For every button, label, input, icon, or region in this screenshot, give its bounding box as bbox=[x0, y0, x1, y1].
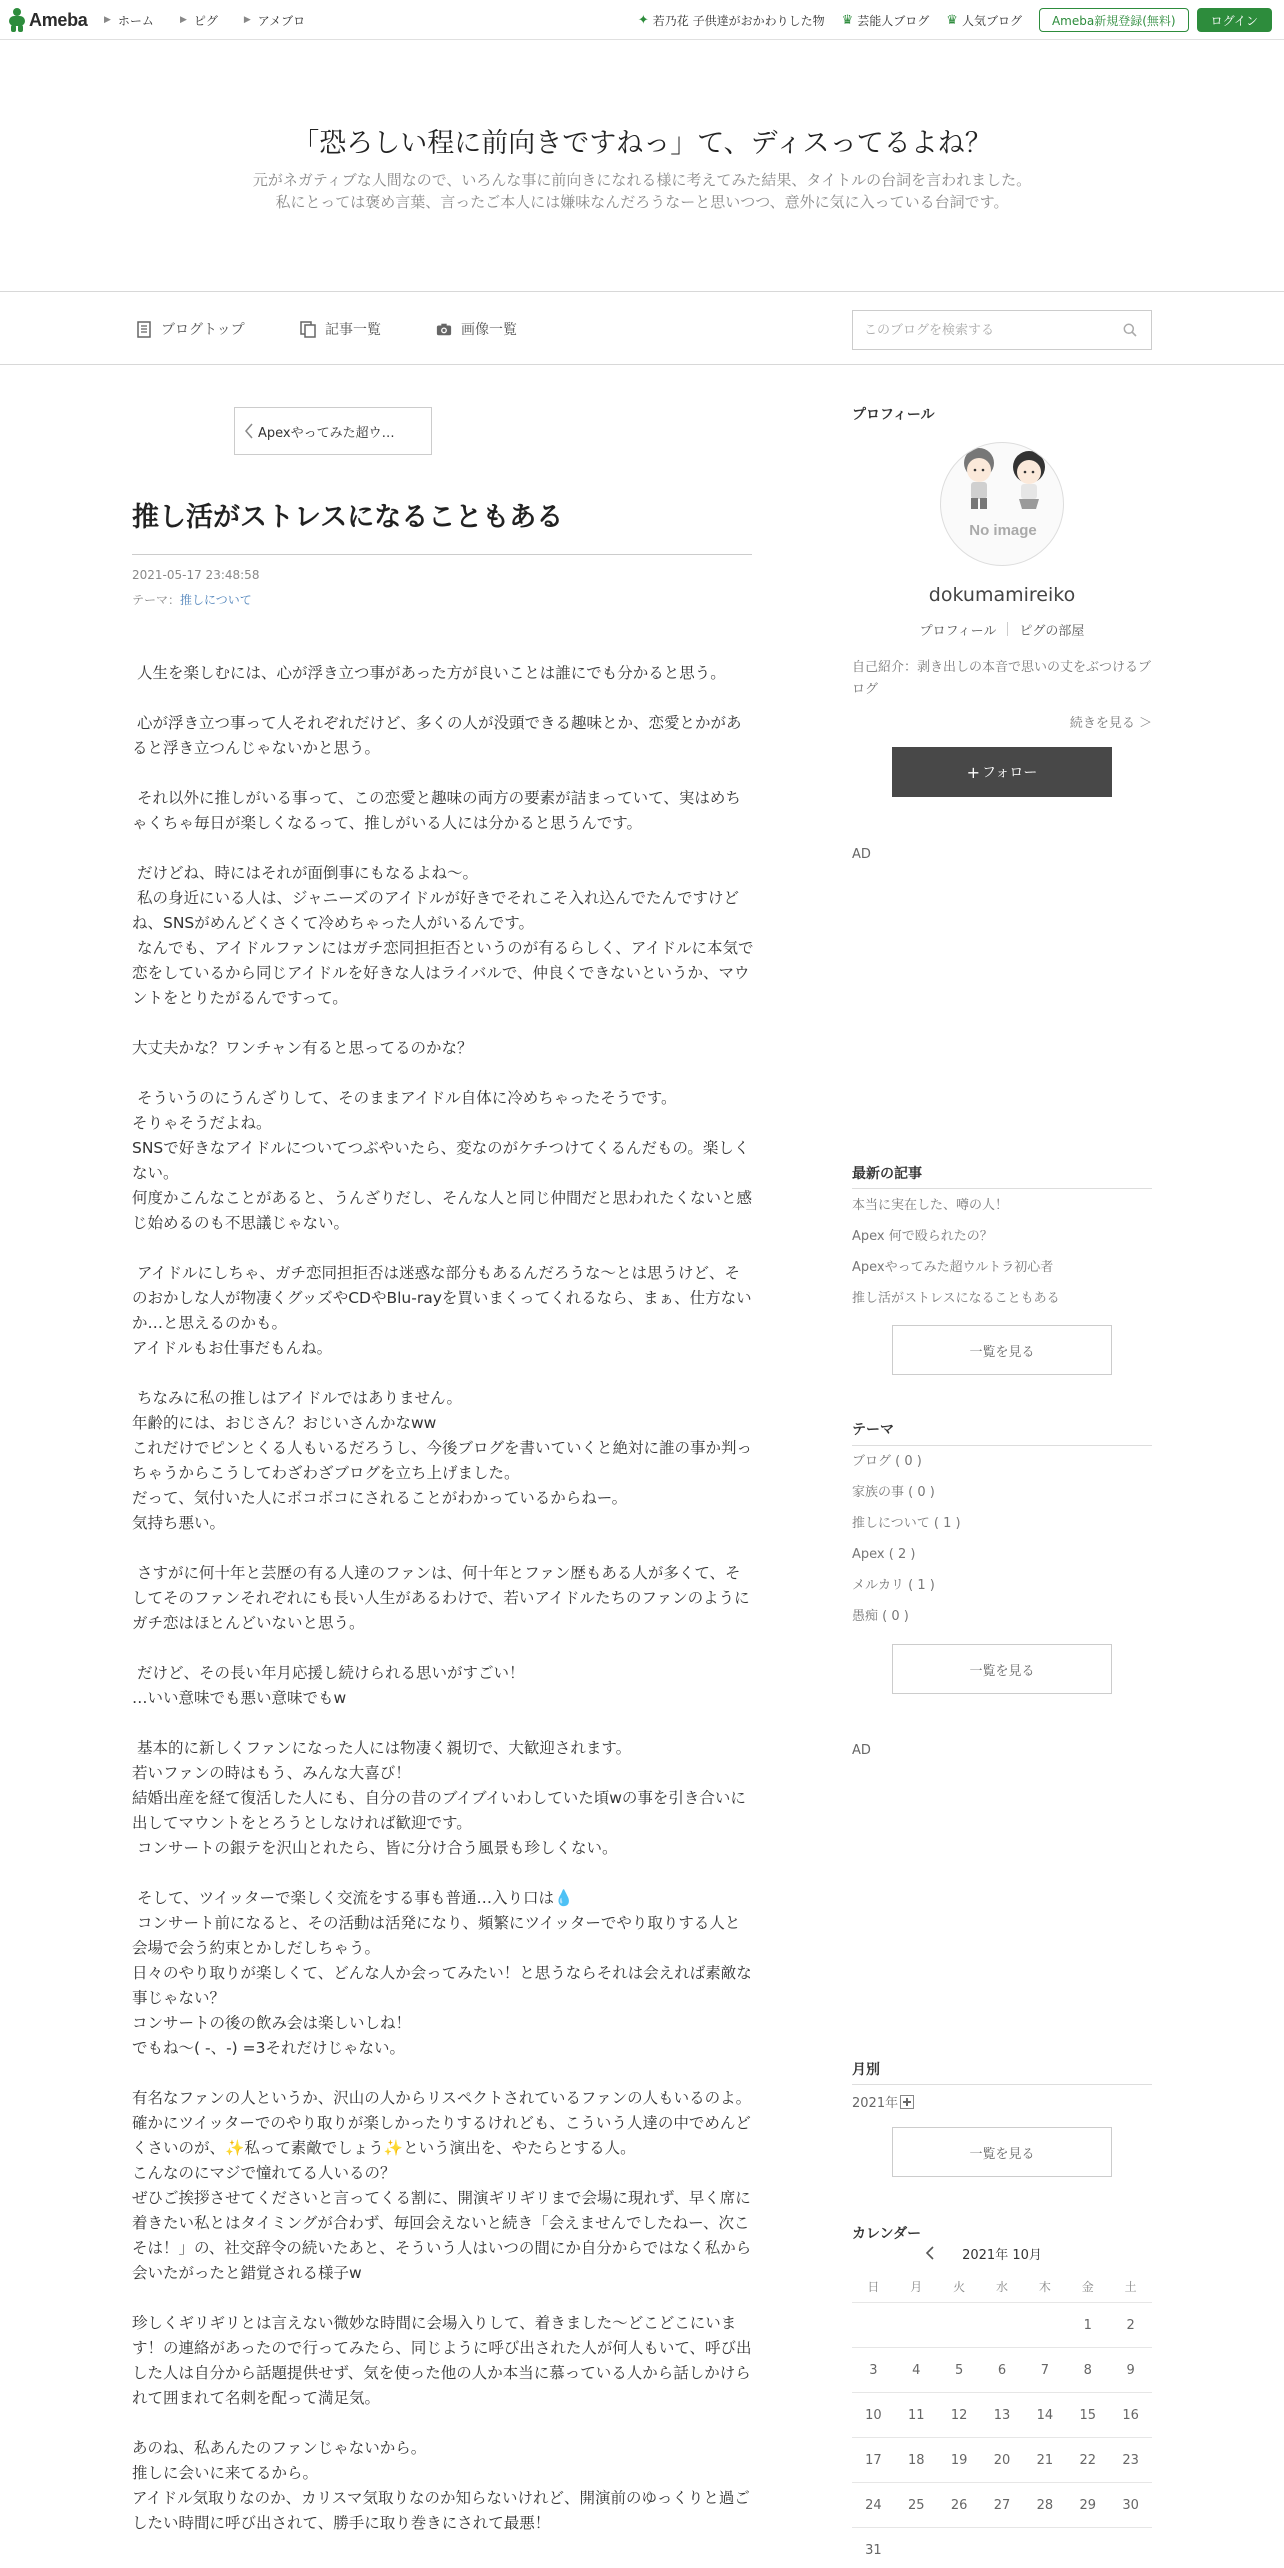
celebrity-blog-link[interactable] bbox=[842, 12, 930, 29]
profile-links bbox=[852, 620, 1152, 639]
calendar-day[interactable]: 8 bbox=[1083, 2362, 1092, 2378]
calendar-month-label: 2021年 10月 bbox=[962, 2248, 1042, 2263]
month-year-label: 2021年 bbox=[852, 2096, 899, 2111]
theme-heading: テーマ bbox=[852, 1422, 894, 1438]
pigg-room-link[interactable]: ピグの部屋 bbox=[1019, 624, 1085, 639]
nav-article-list[interactable] bbox=[300, 319, 381, 339]
calendar-day[interactable]: 31 bbox=[865, 2542, 882, 2558]
article-paragraph: 大丈夫かな？ワンチャン有ると思ってるのかな？ bbox=[132, 1039, 473, 1057]
nav-home[interactable] bbox=[104, 12, 154, 29]
nav-label: 記事一覧 bbox=[325, 322, 381, 338]
profile-username[interactable]: dokumamireiko bbox=[928, 584, 1076, 606]
crown-icon: ♛ bbox=[841, 12, 854, 28]
divider bbox=[1007, 622, 1008, 636]
calendar-day[interactable]: 12 bbox=[950, 2407, 968, 2423]
theme-item[interactable]: ブログ ( 0 ) bbox=[852, 1454, 922, 1469]
calendar-week-row bbox=[852, 2303, 1152, 2348]
article-paragraph: だけどね、時にはそれが面倒事にもなるよね〜。 私の身近にいる人は、ジャニーズのアイドルが好きでそれこそ入れ込んでたんですけどね、SNSがめんどくさくて冷めちゃった人がいるんです。 なんでも、アイドルファンにはガチ恋同担拒否というのが有るらしく、アイドルに本気で恋をしているから同じアイドルを好きな人はライバルで、仲良くできないというか、マウントをとりたがるんですって。 bbox=[132, 864, 754, 1007]
calendar-day[interactable]: 1 bbox=[1083, 2317, 1092, 2333]
calendar-day bbox=[1023, 2528, 1066, 2568]
theme-item[interactable]: 推しについて ( 1 ) bbox=[852, 1516, 961, 1531]
blog-header bbox=[0, 40, 1284, 292]
sparkle-icon: ✦ bbox=[637, 12, 649, 28]
calendar-day bbox=[938, 2528, 981, 2568]
article-body bbox=[132, 661, 754, 2536]
crown-icon: ♛ bbox=[946, 12, 958, 28]
chevron-right-icon: ▶ bbox=[104, 15, 111, 25]
search-input[interactable] bbox=[853, 311, 1103, 349]
calendar-day bbox=[1066, 2528, 1109, 2568]
calendar-day[interactable]: 9 bbox=[1126, 2362, 1135, 2378]
article-paragraph: そういうのにうんざりして、そのままアイドル自体に冷めちゃったそうです。 そりゃそうだよね。 SNSで好きなアイドルについてつぶやいたら、変なのがケチつけてくるんだもの。楽しくない。 何度かこんなことがあると、うんざりだし、そんな人と同じ仲間だと思われたくないと感じ始めるのも不思議じゃない。 bbox=[132, 1089, 753, 1232]
calendar-weekday: 月 bbox=[910, 2279, 923, 2294]
calendar-day[interactable]: 23 bbox=[1122, 2452, 1139, 2468]
popular-blog-link[interactable] bbox=[946, 12, 1022, 29]
theme-prefix: テーマ： bbox=[132, 593, 181, 607]
calendar-heading: カレンダー bbox=[852, 2226, 922, 2242]
calendar-day bbox=[1109, 2528, 1152, 2568]
calendar-day[interactable]: 6 bbox=[997, 2362, 1007, 2378]
article-paragraph: 有名なファンの人というか、沢山の人からリスペクトされているファンの人もいるのよ。 確かにツイッターでのやり取りが楽しかったりするけれども、こういう人達の中でめんどくさいのが、✨私って素敵でしょう✨という演出を、やたらとする人。 こんなのにマジで憧れてる人いるの？ ぜひご挨拶させてくださいと言ってくる割に、開演ギリギリまで会場に現れず、早く席に着きたい私とはタイミングが合わず、毎回会えないと続き「会えませんでしたねー、次こそは！」の、社交辞令の続いたあと、そういう人はいつの間にか自分からではなく私から会いたがったと錯覚される様子w bbox=[132, 2089, 752, 2282]
nav-label: 画像一覧 bbox=[461, 322, 517, 338]
profile-intro: 自己紹介：剥き出しの本音で思いの丈をぶつけるブログ bbox=[852, 660, 1152, 697]
calendar-day bbox=[981, 2303, 1024, 2347]
calendar-month-header bbox=[852, 2244, 1152, 2263]
nav-ameblo[interactable] bbox=[244, 12, 305, 29]
calendar-day[interactable]: 5 bbox=[955, 2362, 964, 2378]
search-icon[interactable] bbox=[1123, 323, 1137, 337]
login-button[interactable]: ログイン bbox=[1197, 8, 1272, 32]
description-line: 私にとっては褒め言葉、言ったご本人には嫌味なんだろうなーと思いつつ、意外に気に入っている台詞です。 bbox=[275, 193, 1009, 211]
recent-see-all-button[interactable]: 一覧を見る bbox=[892, 1325, 1112, 1375]
nav-label: ホーム bbox=[117, 13, 154, 28]
calendar-day bbox=[938, 2303, 981, 2347]
nav-blog-top[interactable] bbox=[136, 319, 245, 339]
chevron-right-icon: ▶ bbox=[243, 15, 251, 25]
follow-label: フォロー bbox=[982, 765, 1038, 781]
prev-article-label: Apexやってみた超ウ… bbox=[258, 425, 395, 441]
nav-label: ピグ bbox=[193, 13, 218, 28]
calendar-day[interactable]: 22 bbox=[1079, 2452, 1096, 2468]
calendar-day[interactable]: 27 bbox=[993, 2497, 1011, 2513]
calendar-weekday: 日 bbox=[867, 2279, 880, 2294]
ameba-logo[interactable] bbox=[8, 7, 88, 33]
theme-item[interactable]: 愚痴 ( 0 ) bbox=[852, 1609, 909, 1624]
calendar-day bbox=[895, 2528, 938, 2568]
recent-item[interactable]: 本当に実在した、噂の人！ bbox=[852, 1198, 1009, 1213]
calendar-day bbox=[852, 2303, 895, 2347]
article-paragraph: 人生を楽しむには、心が浮き立つ事があった方が良いことは誰にでも分かると思う。 bbox=[132, 664, 726, 682]
calendar-day[interactable]: 17 bbox=[865, 2452, 882, 2468]
global-nav bbox=[104, 0, 331, 40]
theme-item[interactable]: Apex ( 2 ) bbox=[852, 1547, 916, 1562]
calendar-day[interactable]: 7 bbox=[1040, 2362, 1049, 2378]
article-paragraph: さすがに何十年と芸歴の有る人達のファンは、何十年とファン歴もある人が多くて、そしてそのファンそれぞれにも長い人生があるわけで、若いアイドルたちのファンのようにガチ恋はほとんどいないと思う。 bbox=[132, 1564, 750, 1632]
recent-list bbox=[852, 1190, 1152, 1314]
article-paragraph: だけど、その長い年月応援し続けられる思いがすごい！ …いい意味でも悪い意味でもw bbox=[132, 1664, 525, 1707]
calendar-week-row bbox=[852, 2438, 1152, 2483]
link-label: 人気ブログ bbox=[961, 13, 1022, 28]
calendar-week-row bbox=[852, 2348, 1152, 2393]
theme-link[interactable]: 推しについて bbox=[180, 593, 252, 607]
theme-item[interactable]: 家族の事 ( 0 ) bbox=[852, 1485, 935, 1500]
document-icon bbox=[136, 320, 152, 338]
calendar-day[interactable]: 3 bbox=[869, 2362, 878, 2378]
calendar-day[interactable]: 30 bbox=[1122, 2497, 1139, 2513]
recent-item[interactable]: 推し活がストレスになることもある bbox=[852, 1291, 1060, 1306]
calendar-weekday: 火 bbox=[953, 2279, 966, 2294]
monthly-see-all-button[interactable]: 一覧を見る bbox=[892, 2127, 1112, 2177]
calendar-day[interactable]: 10 bbox=[865, 2407, 882, 2423]
calendar-day[interactable]: 19 bbox=[950, 2452, 968, 2468]
calendar-day bbox=[1023, 2303, 1066, 2347]
chevron-left-icon[interactable] bbox=[925, 2245, 935, 2261]
article-paragraph: ちなみに私の推しはアイドルではありません。 年齢的には、おじさん？おじいさんかなww これだけでピンとくる人もいるだろうし、今後ブログを書いていくと絶対に誰の事か判っちゃうからこうしてわざわざブログを立ち上げました。 だって、気付いた人にボコボコにされることがわかっているからねー。 気持ち悪い。 bbox=[132, 1389, 753, 1532]
month-archive-2021[interactable] bbox=[852, 2092, 914, 2111]
theme-item[interactable]: メルカリ ( 1 ) bbox=[852, 1578, 935, 1593]
calendar-day bbox=[981, 2528, 1024, 2568]
nav-label: アメブロ bbox=[257, 13, 306, 28]
calendar-week-row bbox=[852, 2393, 1152, 2438]
theme-list bbox=[852, 1446, 1152, 1632]
recent-item[interactable]: Apexやってみた超ウルトラ初心者 bbox=[852, 1260, 1054, 1275]
article-paragraph: それ以外に推しがいる事って、この恋愛と趣味の両方の要素が詰まっていて、実はめちゃくちゃ毎日が楽しくなるって、推しがいる人には分かると思うんです。 bbox=[132, 789, 741, 832]
calendar-grid bbox=[852, 2270, 1152, 2568]
chevron-right-icon: ▶ bbox=[179, 15, 187, 25]
chevron-left-icon bbox=[244, 423, 254, 439]
calendar-weekday: 金 bbox=[1081, 2279, 1094, 2294]
plus-icon: + bbox=[966, 762, 981, 782]
trend-link[interactable] bbox=[638, 12, 825, 29]
copy-icon bbox=[300, 320, 316, 338]
blog-nav bbox=[0, 293, 1284, 365]
follow-button[interactable] bbox=[892, 747, 1112, 797]
avatar[interactable] bbox=[940, 442, 1064, 566]
profile-heading: プロフィール bbox=[852, 407, 935, 423]
article-paragraph: 珍しくギリギリとは言えない微妙な時間に会場入りして、着きました～どこどこにいます！の連絡があったので行ってみたら、同じように呼び出された人が何人もいて、呼び出した人は自分から話題提供せず、気を使った他の人か本当に慕っている人から話しかけられて囲まれて名刺を配って満足気。 bbox=[132, 2314, 752, 2407]
article-paragraph: 心が浮き立つ事って人それぞれだけど、多くの人が没頭できる趣味とか、恋愛とかがあると浮き立つんじゃないかと思う。 bbox=[132, 714, 742, 757]
no-image-avatar-icon bbox=[941, 443, 1064, 566]
theme-see-all-button[interactable]: 一覧を見る bbox=[892, 1644, 1112, 1694]
calendar-day[interactable]: 16 bbox=[1122, 2407, 1139, 2423]
divider bbox=[852, 2084, 1152, 2085]
description-line: 元がネガティブな人間なので、いろんな事に前向きになれる様に考えてみた結果、タイトルの台詞を言われました。 bbox=[252, 171, 1032, 189]
read-more-link[interactable]: 続きを見る ＞ bbox=[1069, 716, 1152, 731]
calendar-day[interactable]: 2 bbox=[1126, 2317, 1135, 2333]
calendar-day[interactable]: 29 bbox=[1079, 2497, 1096, 2513]
monthly-heading: 月別 bbox=[852, 2062, 880, 2078]
blog-description bbox=[0, 169, 1284, 213]
article-theme bbox=[132, 591, 252, 608]
prev-article-button[interactable] bbox=[234, 407, 432, 455]
ameba-logo-icon bbox=[8, 8, 26, 32]
article-paragraph: あのね、私あんたのファンじゃないから。 推しに会いに来てるから。 アイドル気取りなのか、カリスマ気取りなのか知らないけれど、開演前のゆっくりと過ごしたい時間に呼び出されて、勝手に取り巻きにされて最悪！ bbox=[132, 2439, 750, 2532]
article-date: 2021-05-17 23:48:58 bbox=[132, 568, 260, 582]
ad-label: AD bbox=[852, 847, 871, 862]
expand-plus-icon[interactable] bbox=[900, 2095, 914, 2109]
divider bbox=[852, 1188, 1152, 1189]
calendar-weekday: 土 bbox=[1124, 2279, 1137, 2294]
link-label: 芸能人ブログ bbox=[857, 13, 930, 28]
article-paragraph: そして、ツイッターで楽しく交流をする事も普通…入り口は💧 コンサート前になると、その活動は活発になり、頻繁にツイッターでやり取りする人と会場で会う約束とかしだしちゃう。 日々のやり取りが楽しくて、どんな人か会ってみたい！と思うならそれは会えれば素敵な事じゃない？ コンサートの後の飲み会は楽しいしね！ でもね〜( -、-) =3それだけじゃない。 bbox=[132, 1889, 752, 2057]
article-title[interactable]: 推し活がストレスになることもある bbox=[132, 495, 752, 555]
calendar-day[interactable]: 26 bbox=[950, 2497, 968, 2513]
nav-pigg[interactable] bbox=[180, 12, 218, 29]
blog-title[interactable]: 「恐ろしい程に前向きですねっ」て、ディスってるよね？ bbox=[292, 128, 992, 159]
calendar-weekday: 水 bbox=[996, 2279, 1009, 2294]
ad-label: AD bbox=[852, 1743, 871, 1758]
svg-text:No image: No image bbox=[969, 522, 1037, 539]
recent-heading: 最新の記事 bbox=[852, 1166, 922, 1182]
calendar-day[interactable]: 25 bbox=[908, 2497, 925, 2513]
calendar-week-row bbox=[852, 2483, 1152, 2528]
calendar-day[interactable]: 14 bbox=[1036, 2407, 1054, 2423]
calendar-day[interactable]: 24 bbox=[865, 2497, 882, 2513]
profile-link[interactable]: プロフィール bbox=[919, 624, 997, 639]
header-actions bbox=[638, 0, 1272, 40]
calendar-day[interactable]: 20 bbox=[993, 2452, 1011, 2468]
article-paragraph: 基本的に新しくファンになった人には物凄く親切で、大歓迎されます。 若いファンの時はもう、みんな大喜び！ 結婚出産を経て復活した人にも、自分の昔のブイブイいわしていた頃wの事を引き合いに出してマウントをとろうとしなければ歓迎です。 コンサートの銀テを沢山とれたら、皆に分け合う風景も珍しくない。 bbox=[132, 1739, 746, 1857]
calendar-day[interactable]: 13 bbox=[993, 2407, 1011, 2423]
calendar-day bbox=[895, 2303, 938, 2347]
blog-search bbox=[852, 310, 1152, 350]
register-button[interactable]: Ameba新規登録(無料) bbox=[1039, 8, 1189, 32]
calendar-day[interactable]: 21 bbox=[1036, 2452, 1054, 2468]
link-label: 若乃花 子供達がおかわりした物 bbox=[652, 13, 825, 28]
calendar-day[interactable]: 4 bbox=[912, 2362, 921, 2378]
article-paragraph: アイドルにしちゃ、ガチ恋同担拒否は迷惑な部分もあるんだろうな～とは思うけど、そのおかしな人が物凄くグッズやCDやBlu-rayを買いまくってくれるなら、まぁ、仕方ないか…と思えるのかも。 アイドルもお仕事だもんね。 bbox=[132, 1264, 752, 1357]
camera-icon bbox=[436, 320, 452, 338]
nav-label: ブログトップ bbox=[161, 322, 245, 338]
calendar-day[interactable]: 28 bbox=[1036, 2497, 1054, 2513]
nav-image-list[interactable] bbox=[436, 319, 517, 339]
calendar-week-row bbox=[852, 2528, 1152, 2568]
calendar-weekday-row bbox=[852, 2270, 1152, 2303]
recent-item[interactable]: Apex 何で殴られたの？ bbox=[852, 1229, 993, 1244]
calendar-day[interactable]: 15 bbox=[1079, 2407, 1096, 2423]
logo-text: Ameba bbox=[29, 9, 88, 30]
global-header bbox=[0, 0, 1284, 40]
calendar-day[interactable]: 11 bbox=[908, 2407, 925, 2423]
calendar-weekday: 木 bbox=[1038, 2279, 1051, 2294]
calendar-day[interactable]: 18 bbox=[908, 2452, 925, 2468]
